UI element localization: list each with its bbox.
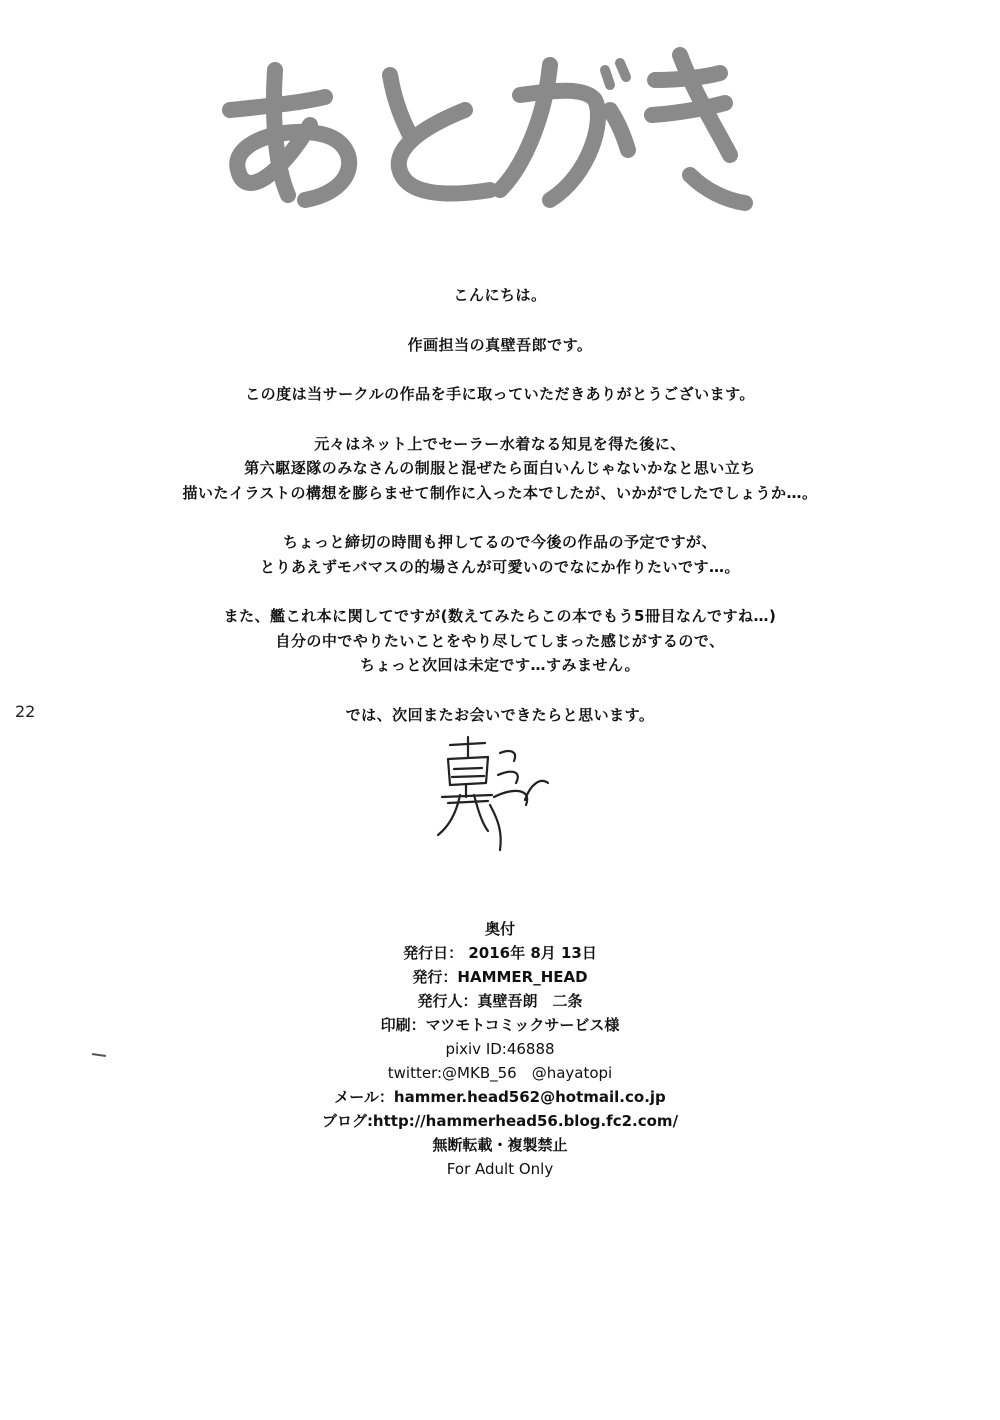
afterword-title [200,25,760,225]
colophon-issuer: 発行人：真壁吾朗 二条 [417,992,583,1010]
page-number: 22 [15,702,36,721]
message-line: 自分の中でやりたいことをやり尽してしまった感じがするので、 [275,631,725,650]
message-paragraph-intro [0,333,1000,358]
afterword-message [0,283,1000,752]
message-line: 描いたイラストの構想を膨らませて制作に入った本でしたが、いかがでしたでしょうか…。 [182,483,818,502]
colophon-heading: 奥付 [484,920,515,938]
colophon-twitter: twitter:@MKB_56 @hayatopi [387,1064,613,1082]
message-line: また、艦これ本に関してですが(数えてみたらこの本でもう5冊目なんですね…) [223,607,777,625]
colophon-publisher: 発行：HAMMER_HEAD [412,968,588,986]
message-line: とりあえずモバマスの的場さんが可愛いのでなにか作りたいです…。 [260,557,740,576]
handwritten-title-icon [200,25,760,225]
message-paragraph-origin [0,432,1000,506]
colophon-printer: 印刷：マツモトコミックサービス様 [380,1016,620,1034]
message-line: 作画担当の真壁吾郎です。 [407,335,593,354]
message-line: 元々はネット上でセーラー水着なる知見を得た後に、 [314,434,686,453]
message-paragraph-closing [0,703,1000,728]
colophon-adult: For Adult Only [446,1160,554,1178]
message-paragraph-plans [0,530,1000,579]
message-line: では、次回またお会いできたらと思います。 [345,705,655,724]
colophon-notice: 無断転載・複製禁止 [432,1136,568,1154]
colophon-issue-date: 発行日： 2016年 8月 13日 [403,944,597,962]
message-paragraph-greeting [0,283,1000,308]
message-line: ちょっと次回は未定です…すみません。 [360,656,640,674]
message-line: こんにちは。 [453,286,547,304]
message-line: この度は当サークルの作品を手に取っていただきありがとうございます。 [245,385,755,403]
message-line: 第六駆逐隊のみなさんの制服と混ぜたら面白いんじゃないかなと思い立ち [244,459,756,477]
colophon-pixiv: pixiv ID:46888 [445,1040,555,1058]
signature [430,735,560,855]
colophon [0,917,1000,1181]
colophon-mail: メール：hammer.head562@hotmail.co.jp [334,1088,666,1106]
handwritten-signature-icon [430,735,560,855]
message-paragraph-thanks [0,382,1000,407]
colophon-blog: ブログ:http://hammerhead56.blog.fc2.com/ [321,1112,679,1130]
message-line: ちょっと締切の時間も押してるので今後の作品の予定ですが、 [282,533,717,551]
message-paragraph-kancolle [0,604,1000,678]
